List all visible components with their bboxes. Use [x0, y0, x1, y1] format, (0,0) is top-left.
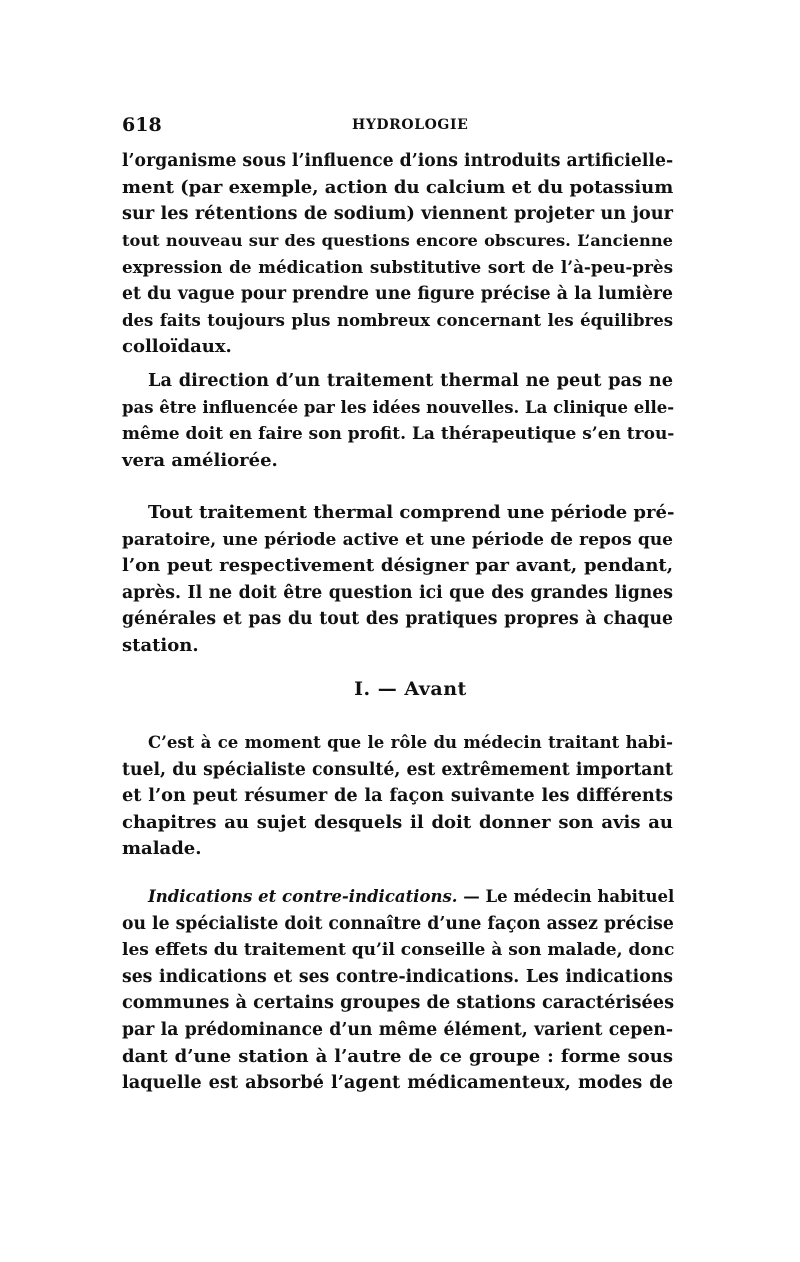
paragraph-1-line: expression de médication substitutive sort de l’à-peu-près	[122, 257, 673, 278]
paragraph-1-line: et du vague pour prendre une figure précise à la lumière	[122, 283, 673, 304]
paragraph-3-line: l’on peut respectivement désigner par avant, pendant,	[122, 555, 673, 577]
paragraph-5-line: ou le spécialiste doit connaître d’une façon assez précise	[122, 913, 674, 934]
paragraph-1-line: des faits toujours plus nombreux concernant les équilibres	[122, 310, 673, 330]
paragraph-4-line: C’est à ce moment que le rôle du médecin traitant habi-	[148, 733, 673, 752]
paragraph-5-line: ses indications et ses contre-indications. Les indications	[122, 966, 673, 987]
paragraph-1-line: l’organisme sous l’influence d’ions introduits artificielle-	[122, 151, 674, 171]
page-number: 618	[122, 114, 162, 136]
paragraph-1-line: colloïdaux.	[122, 336, 232, 358]
paragraph-5-line: par la prédominance d’un même élément, varient cepen-	[122, 1019, 673, 1040]
paragraph-5-line: laquelle est absorbé l’agent médicamenteux, modes de	[122, 1072, 673, 1094]
paragraph-3-line: générales et pas du tout des pratiques propres à chaque	[122, 609, 673, 630]
paragraph-3-line: Tout traitement thermal comprend une période pré-	[148, 502, 675, 523]
paragraph-1	[122, 148, 673, 361]
paragraph-3-line: paratoire, une période active et une période de repos que	[122, 529, 673, 550]
paragraph-3	[122, 500, 673, 660]
paragraph-4-line: tuel, du spécialiste consulté, est extrêmement important	[122, 759, 673, 780]
paragraph-2-line: pas être influencée par les idées nouvelles. La clinique elle-	[122, 397, 675, 417]
section-heading: I. — Avant	[354, 678, 467, 700]
paragraph-1-line: ment (par exemple, action du calcium et du potassium	[122, 176, 674, 198]
page-header	[122, 114, 672, 140]
running-head: HYDROLOGIE	[352, 117, 469, 133]
paragraph-2-line: même doit en faire son profit. La thérapeutique s’en trou-	[122, 424, 675, 445]
paragraph-3-line: station.	[122, 634, 199, 656]
paragraph-1-line: tout nouveau sur des questions encore obscures. L’ancienne	[122, 230, 673, 250]
paragraph-3-line: après. Il ne doit être question ici que des grandes lignes	[122, 582, 673, 603]
paragraph-4-line: et l’on peut résumer de la façon suivante les différents	[122, 785, 673, 807]
paragraph-2	[122, 368, 673, 474]
paragraph-4	[122, 730, 673, 863]
paragraph-1-line: sur les rétentions de sodium) viennent projeter un jour	[122, 203, 673, 225]
paragraph-5-first-line	[122, 884, 673, 911]
paragraph-2-line: La direction d’un traitement thermal ne peut pas ne	[148, 370, 673, 391]
paragraph-2-line: vera améliorée.	[122, 449, 278, 471]
paragraph-5	[122, 884, 673, 1097]
paragraph-4-line: malade.	[122, 838, 202, 860]
paragraph-4-line: chapitres au sujet desquels il doit donner son avis au	[122, 811, 673, 833]
paragraph-5-line: les effets du traitement qu’il conseille à son malade, donc	[122, 940, 675, 961]
first-line-rest: — Le médecin habituel	[457, 887, 675, 906]
paragraph-5-line: communes à certains groupes de stations caractérisées	[122, 992, 675, 1014]
italic-lead: Indications et contre-indications.	[148, 887, 458, 906]
paragraph-5-line: dant d’une station à l’autre de ce groupe : forme sous	[122, 1045, 673, 1067]
